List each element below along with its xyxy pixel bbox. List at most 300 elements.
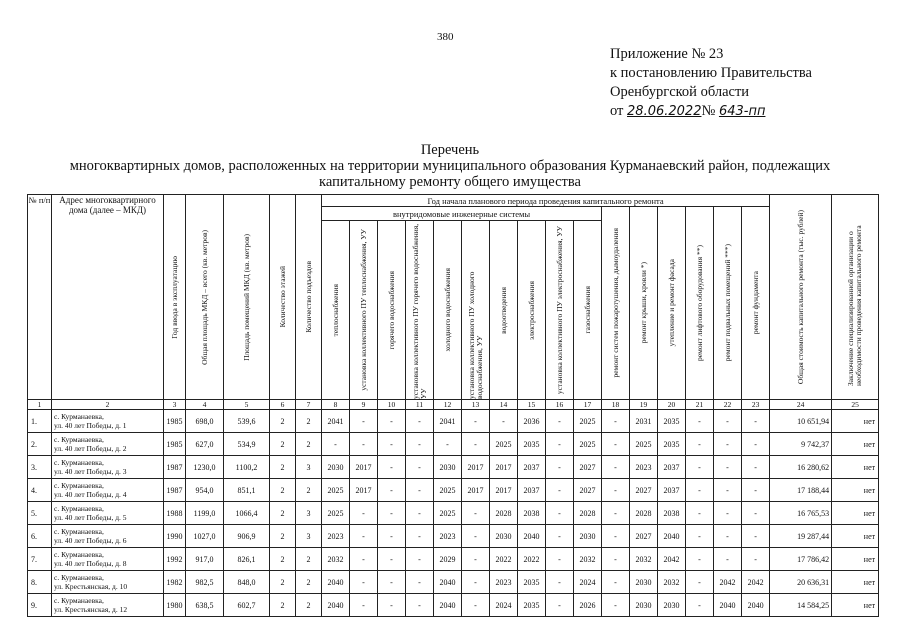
table-cell: - bbox=[714, 433, 742, 456]
header-total-area-cell bbox=[186, 195, 224, 400]
title-line-2: многоквартирных домов, расположенных на территории муниципального образования Курманаевский район, подлежащих bbox=[69, 158, 831, 174]
header-total-area: Общая площадь МКД – всего (кв. метров) bbox=[199, 229, 209, 365]
table-cell: 2038 bbox=[658, 502, 686, 525]
column-number: 18 bbox=[602, 400, 630, 410]
title-line-3: капитальному ремонту общего имущества bbox=[319, 174, 581, 190]
title-line-1: Перечень bbox=[420, 142, 480, 158]
header-c16: установка коллективного ПУ электроснабжения, УУ bbox=[554, 225, 564, 395]
column-number: 20 bbox=[658, 400, 686, 410]
table-cell: 1199,0 bbox=[186, 502, 224, 525]
table-cell: 638,5 bbox=[186, 594, 224, 617]
table-cell: - bbox=[742, 548, 770, 571]
header-c13: установка коллективного ПУ холодного водоснабжения, УУ bbox=[466, 271, 484, 399]
table-cell: 2030 bbox=[658, 594, 686, 617]
table-cell: 2023 bbox=[322, 525, 350, 548]
column-number: 23 bbox=[742, 400, 770, 410]
number-prefix: № bbox=[701, 103, 716, 119]
header-c23-cell bbox=[742, 207, 770, 400]
header-c17: газоснабжения bbox=[582, 286, 592, 334]
table-cell: - bbox=[350, 525, 378, 548]
table-cell: 3 bbox=[296, 502, 322, 525]
table-cell: 2023 bbox=[434, 525, 462, 548]
table-cell: - bbox=[350, 433, 378, 456]
column-number-row bbox=[28, 400, 879, 410]
table-cell: - bbox=[406, 433, 434, 456]
address-line-1: с. Курманаевка, bbox=[54, 504, 104, 513]
table-cell: 2027 bbox=[574, 479, 602, 502]
header-c17-cell bbox=[574, 221, 602, 400]
table-cell: 2025 bbox=[434, 502, 462, 525]
table-cell: 1992 bbox=[164, 548, 186, 571]
address-cell bbox=[52, 479, 164, 502]
header-entrances: Количество подъездов bbox=[303, 261, 313, 333]
address-line-2: ул. 40 лет Победы, д. 5 bbox=[54, 513, 127, 522]
table-cell: - bbox=[462, 594, 490, 617]
table-row bbox=[28, 479, 879, 502]
header-internal-group: внутридомовые инженерные системы bbox=[322, 207, 602, 221]
table-cell: - bbox=[602, 410, 630, 433]
table-cell: 10 651,94 bbox=[770, 410, 832, 433]
table-cell: - bbox=[406, 525, 434, 548]
table-cell: 2022 bbox=[490, 548, 518, 571]
appendix-date-line bbox=[610, 102, 812, 121]
table-cell: - bbox=[686, 479, 714, 502]
table-cell: нет bbox=[832, 548, 879, 571]
address-cell bbox=[52, 433, 164, 456]
table-cell: 14 584,25 bbox=[770, 594, 832, 617]
table-cell: 1987 bbox=[164, 479, 186, 502]
header-address: Адрес многоквартирного дома (далее – МКД) bbox=[52, 195, 164, 400]
header-c10-cell bbox=[378, 221, 406, 400]
row-number: 3. bbox=[28, 456, 52, 479]
table-cell: 2032 bbox=[574, 548, 602, 571]
table-cell: - bbox=[602, 571, 630, 594]
table-cell: - bbox=[378, 571, 406, 594]
column-number: 22 bbox=[714, 400, 742, 410]
address-line-1: с. Курманаевка, bbox=[54, 412, 104, 421]
table-cell: - bbox=[602, 433, 630, 456]
table-cell: - bbox=[406, 410, 434, 433]
header-c16-cell bbox=[546, 221, 574, 400]
table-cell: - bbox=[546, 456, 574, 479]
address-line-2: ул. 40 лет Победы, д. 8 bbox=[54, 559, 127, 568]
column-number: 25 bbox=[832, 400, 879, 410]
table-cell: 2040 bbox=[434, 571, 462, 594]
table-cell: 2037 bbox=[518, 479, 546, 502]
header-conclusion-cell bbox=[832, 195, 879, 400]
table-cell: - bbox=[714, 410, 742, 433]
table-cell: - bbox=[742, 502, 770, 525]
column-number: 9 bbox=[350, 400, 378, 410]
table-cell: 2035 bbox=[518, 571, 546, 594]
table-cell: 3 bbox=[296, 456, 322, 479]
table-cell: - bbox=[378, 410, 406, 433]
table-cell: - bbox=[406, 548, 434, 571]
table-cell: нет bbox=[832, 594, 879, 617]
table-cell: 2029 bbox=[434, 548, 462, 571]
table-cell: 2025 bbox=[574, 433, 602, 456]
table-cell: 2035 bbox=[518, 594, 546, 617]
table-cell: 2026 bbox=[574, 594, 602, 617]
row-number: 2. bbox=[28, 433, 52, 456]
table-cell: 1980 bbox=[164, 594, 186, 617]
table-cell: 2025 bbox=[434, 479, 462, 502]
column-number: 12 bbox=[434, 400, 462, 410]
address-line-2: ул. Крестьянская, д. 10 bbox=[54, 582, 128, 591]
header-c14-cell bbox=[490, 221, 518, 400]
table-cell: - bbox=[546, 571, 574, 594]
table-cell: нет bbox=[832, 433, 879, 456]
table-cell: - bbox=[406, 594, 434, 617]
table-cell: 917,0 bbox=[186, 548, 224, 571]
table-cell: - bbox=[350, 571, 378, 594]
table-cell: 2030 bbox=[630, 571, 658, 594]
header-room-area-cell bbox=[224, 195, 270, 400]
header-c18: ремонт систем пожаротушения, дымоудаления bbox=[610, 228, 620, 378]
header-year: Год ввода в эксплуатацию bbox=[169, 255, 179, 339]
table-cell: 534,9 bbox=[224, 433, 270, 456]
table-cell: 2 bbox=[270, 502, 296, 525]
table-cell: - bbox=[350, 502, 378, 525]
column-number: 10 bbox=[378, 400, 406, 410]
table-cell: - bbox=[742, 456, 770, 479]
header-c22: ремонт подвальных помещений ***) bbox=[722, 244, 732, 362]
table-cell: 826,1 bbox=[224, 548, 270, 571]
table-cell: - bbox=[686, 594, 714, 617]
table-cell: - bbox=[462, 525, 490, 548]
table-cell: 2028 bbox=[630, 502, 658, 525]
table-cell: 2030 bbox=[490, 525, 518, 548]
table-cell: - bbox=[686, 410, 714, 433]
column-number: 8 bbox=[322, 400, 350, 410]
table-cell: 1230,0 bbox=[186, 456, 224, 479]
row-number: 9. bbox=[28, 594, 52, 617]
table-cell: - bbox=[686, 433, 714, 456]
table-cell: 2032 bbox=[322, 548, 350, 571]
table-cell: - bbox=[350, 548, 378, 571]
table-cell: 2041 bbox=[322, 410, 350, 433]
table-cell: 1987 bbox=[164, 456, 186, 479]
table-cell: 2027 bbox=[630, 525, 658, 548]
table-cell: 2023 bbox=[630, 456, 658, 479]
header-c15: электроснабжения bbox=[526, 280, 536, 340]
table-cell: 2 bbox=[270, 525, 296, 548]
header-floors-cell bbox=[270, 195, 296, 400]
table-cell: 2024 bbox=[574, 571, 602, 594]
table-cell: 2027 bbox=[630, 479, 658, 502]
table-cell: 16 765,53 bbox=[770, 502, 832, 525]
table-cell: 954,0 bbox=[186, 479, 224, 502]
table-cell: 2017 bbox=[462, 479, 490, 502]
table-cell: - bbox=[742, 479, 770, 502]
address-cell bbox=[52, 571, 164, 594]
header-c20: утепление и ремонт фасада bbox=[666, 259, 676, 347]
table-cell: 2036 bbox=[518, 410, 546, 433]
table-cell: - bbox=[546, 479, 574, 502]
table-cell: - bbox=[546, 594, 574, 617]
table-cell: - bbox=[546, 525, 574, 548]
table-cell: 2041 bbox=[434, 410, 462, 433]
header-year-cell bbox=[164, 195, 186, 400]
table-cell: - bbox=[546, 433, 574, 456]
table-cell: - bbox=[714, 548, 742, 571]
table-cell: 2 bbox=[270, 456, 296, 479]
header-c22-cell bbox=[714, 207, 742, 400]
table-cell: - bbox=[378, 548, 406, 571]
address-line-2: ул. 40 лет Победы, д. 1 bbox=[54, 421, 127, 430]
table-cell: 2 bbox=[270, 479, 296, 502]
address-line-2: ул. 40 лет Победы, д. 2 bbox=[54, 444, 127, 453]
table-cell: 2040 bbox=[322, 594, 350, 617]
column-number: 13 bbox=[462, 400, 490, 410]
appendix-block bbox=[610, 45, 812, 121]
table-cell: 2035 bbox=[658, 433, 686, 456]
table-cell: 848,0 bbox=[224, 571, 270, 594]
table-cell: 1985 bbox=[164, 410, 186, 433]
table-cell: 2024 bbox=[490, 594, 518, 617]
row-number: 6. bbox=[28, 525, 52, 548]
table-cell: 17 188,44 bbox=[770, 479, 832, 502]
address-cell bbox=[52, 410, 164, 433]
table-cell: 2017 bbox=[490, 479, 518, 502]
table-cell: 2017 bbox=[490, 456, 518, 479]
table-cell: 9 742,37 bbox=[770, 433, 832, 456]
header-c11-cell bbox=[406, 221, 434, 400]
header-c13-cell bbox=[462, 221, 490, 400]
column-number: 4 bbox=[186, 400, 224, 410]
table-cell: 627,0 bbox=[186, 433, 224, 456]
table-cell: 2032 bbox=[658, 571, 686, 594]
table-cell: 2042 bbox=[714, 571, 742, 594]
table-cell: 539,6 bbox=[224, 410, 270, 433]
table-cell: 2042 bbox=[742, 571, 770, 594]
document-title bbox=[40, 142, 860, 190]
address-line-2: ул. 40 лет Победы, д. 3 bbox=[54, 467, 127, 476]
table-cell: 2037 bbox=[658, 456, 686, 479]
address-line-2: ул. 40 лет Победы, д. 4 bbox=[54, 490, 127, 499]
table-cell: - bbox=[742, 433, 770, 456]
table-cell: 1988 bbox=[164, 502, 186, 525]
table-cell: - bbox=[434, 433, 462, 456]
table-cell: 2 bbox=[270, 571, 296, 594]
column-number: 7 bbox=[296, 400, 322, 410]
address-line-1: с. Курманаевка, bbox=[54, 573, 104, 582]
table-cell: 2 bbox=[296, 479, 322, 502]
table-cell: 2037 bbox=[518, 456, 546, 479]
header-cost: Общая стоимость капитального ремонта (тыс. рублей) bbox=[795, 209, 805, 385]
table-cell: 1066,4 bbox=[224, 502, 270, 525]
table-cell: 2032 bbox=[630, 548, 658, 571]
table-cell: нет bbox=[832, 456, 879, 479]
table-cell: 906,9 bbox=[224, 525, 270, 548]
date-prefix: от bbox=[610, 103, 624, 119]
table-cell: - bbox=[686, 525, 714, 548]
table-cell: нет bbox=[832, 502, 879, 525]
table-cell: 2040 bbox=[434, 594, 462, 617]
table-cell: 2040 bbox=[322, 571, 350, 594]
column-number: 21 bbox=[686, 400, 714, 410]
table-row bbox=[28, 502, 879, 525]
row-number: 5. bbox=[28, 502, 52, 525]
column-number: 16 bbox=[546, 400, 574, 410]
table-cell: - bbox=[378, 479, 406, 502]
page-number: 380 bbox=[437, 31, 454, 43]
table-cell: 2017 bbox=[350, 456, 378, 479]
column-number: 15 bbox=[518, 400, 546, 410]
table-cell: 2035 bbox=[658, 410, 686, 433]
header-c18-cell bbox=[602, 207, 630, 400]
table-cell: 16 280,62 bbox=[770, 456, 832, 479]
table-cell: - bbox=[406, 456, 434, 479]
table-cell: 982,5 bbox=[186, 571, 224, 594]
table-cell: 1982 bbox=[164, 571, 186, 594]
table-cell: - bbox=[378, 433, 406, 456]
table-cell: 1100,2 bbox=[224, 456, 270, 479]
appendix-line-2: к постановлению Правительства bbox=[610, 65, 812, 81]
table-row bbox=[28, 410, 879, 433]
table-cell: - bbox=[462, 502, 490, 525]
table-cell: - bbox=[406, 502, 434, 525]
table-cell: - bbox=[714, 479, 742, 502]
table-row bbox=[28, 456, 879, 479]
table-cell: 602,7 bbox=[224, 594, 270, 617]
table-cell: 2 bbox=[270, 594, 296, 617]
table-cell: - bbox=[714, 502, 742, 525]
table-cell: 2025 bbox=[490, 433, 518, 456]
table-cell: - bbox=[602, 479, 630, 502]
table-cell: 698,0 bbox=[186, 410, 224, 433]
header-c23: ремонт фундамента bbox=[750, 271, 760, 335]
table-cell: нет bbox=[832, 525, 879, 548]
table-cell: 2028 bbox=[490, 502, 518, 525]
repair-table bbox=[27, 194, 879, 617]
header-c21: ремонт лифтового оборудования **) bbox=[694, 245, 704, 361]
table-cell: 851,1 bbox=[224, 479, 270, 502]
table-cell: 1990 bbox=[164, 525, 186, 548]
table-cell: - bbox=[686, 456, 714, 479]
address-cell bbox=[52, 525, 164, 548]
table-cell: - bbox=[686, 502, 714, 525]
address-cell bbox=[52, 548, 164, 571]
table-cell: - bbox=[406, 571, 434, 594]
address-line-1: с. Курманаевка, bbox=[54, 435, 104, 444]
table-cell: - bbox=[378, 502, 406, 525]
table-cell: 2 bbox=[296, 594, 322, 617]
address-line-1: с. Курманаевка, bbox=[54, 481, 104, 490]
table-row bbox=[28, 548, 879, 571]
handwritten-date: 28.06.2022 bbox=[627, 104, 702, 119]
table-cell: - bbox=[350, 594, 378, 617]
column-number: 2 bbox=[52, 400, 164, 410]
header-period-group: Год начала планового периода проведения капитального ремонта bbox=[322, 195, 770, 207]
column-number: 17 bbox=[574, 400, 602, 410]
table-cell: 2 bbox=[296, 548, 322, 571]
table-body bbox=[28, 410, 879, 617]
table-cell: 3 bbox=[296, 525, 322, 548]
table-cell: 2025 bbox=[322, 479, 350, 502]
table-cell: 19 287,44 bbox=[770, 525, 832, 548]
table-row bbox=[28, 525, 879, 548]
header-c12-cell bbox=[434, 221, 462, 400]
column-number: 1 bbox=[28, 400, 52, 410]
header-cost-cell bbox=[770, 195, 832, 400]
table-cell: 2 bbox=[296, 433, 322, 456]
column-number: 5 bbox=[224, 400, 270, 410]
table-cell: 2035 bbox=[518, 433, 546, 456]
header-room-area: Площадь помещений МКД (кв. метров) bbox=[241, 233, 251, 361]
table-cell: - bbox=[686, 548, 714, 571]
header-floors: Количество этажей bbox=[277, 266, 287, 328]
table-cell: 2038 bbox=[518, 502, 546, 525]
table-cell: 2025 bbox=[322, 502, 350, 525]
table-cell: - bbox=[546, 502, 574, 525]
table-cell: 2023 bbox=[490, 571, 518, 594]
table-cell: 2025 bbox=[630, 433, 658, 456]
header-c9: установка коллективного ПУ теплоснабжения, УУ bbox=[358, 229, 368, 391]
table-cell: - bbox=[602, 502, 630, 525]
table-cell: - bbox=[602, 594, 630, 617]
column-number: 24 bbox=[770, 400, 832, 410]
table-cell: - bbox=[462, 410, 490, 433]
table-cell: 2025 bbox=[574, 410, 602, 433]
column-number: 6 bbox=[270, 400, 296, 410]
table-cell: нет bbox=[832, 479, 879, 502]
header-c8: теплоснабжения bbox=[330, 283, 340, 337]
address-line-1: с. Курманаевка, bbox=[54, 550, 104, 559]
table-cell: 2 bbox=[296, 571, 322, 594]
address-cell bbox=[52, 594, 164, 617]
header-c11: установка коллективного ПУ горячего водоснабжения, УУ bbox=[410, 223, 428, 399]
table-cell: - bbox=[714, 525, 742, 548]
address-line-1: с. Курманаевка, bbox=[54, 596, 104, 605]
table-cell: - bbox=[350, 410, 378, 433]
header-num: № п/п bbox=[28, 195, 52, 400]
table-cell: - bbox=[714, 456, 742, 479]
table-cell: нет bbox=[832, 410, 879, 433]
table-cell: 2022 bbox=[518, 548, 546, 571]
table-cell: 2 bbox=[270, 410, 296, 433]
table-cell: 2031 bbox=[630, 410, 658, 433]
table-cell: нет bbox=[832, 571, 879, 594]
row-number: 8. bbox=[28, 571, 52, 594]
table-cell: - bbox=[378, 456, 406, 479]
row-number: 7. bbox=[28, 548, 52, 571]
table-cell: 2017 bbox=[350, 479, 378, 502]
table-row bbox=[28, 594, 879, 617]
header-conclusion: Заключение специализированной организации о необходимости проведения капитального ремонта bbox=[846, 225, 864, 386]
column-number: 3 bbox=[164, 400, 186, 410]
table-cell: - bbox=[602, 548, 630, 571]
header-c20-cell bbox=[658, 207, 686, 400]
table-cell: - bbox=[742, 410, 770, 433]
header-c9-cell bbox=[350, 221, 378, 400]
table-cell: - bbox=[686, 571, 714, 594]
handwritten-number: 643-пп bbox=[718, 104, 766, 119]
table-cell: 2040 bbox=[714, 594, 742, 617]
table-row bbox=[28, 433, 879, 456]
header-c19-cell bbox=[630, 207, 658, 400]
header-c10: горячего водоснабжения bbox=[386, 270, 396, 350]
header-c12: холодного водоснабжения bbox=[442, 268, 452, 352]
address-cell bbox=[52, 456, 164, 479]
header-c14: водоотведения bbox=[498, 286, 508, 334]
table-cell: - bbox=[546, 548, 574, 571]
table-cell: 1985 bbox=[164, 433, 186, 456]
table-cell: - bbox=[462, 571, 490, 594]
header-c19: ремонт крыши, кровли *) bbox=[638, 262, 648, 344]
address-line-1: с. Курманаевка, bbox=[54, 527, 104, 536]
table-cell: - bbox=[322, 433, 350, 456]
